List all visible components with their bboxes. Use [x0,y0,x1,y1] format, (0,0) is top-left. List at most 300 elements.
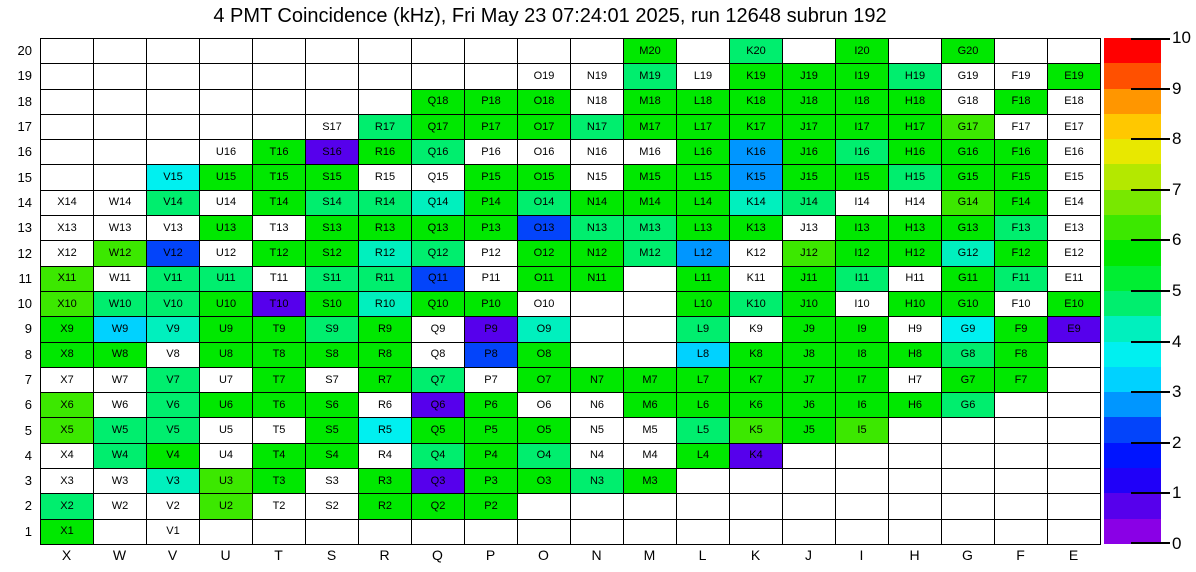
heatmap-cell-V4: V4 [147,444,200,469]
heatmap-cell-T10: T10 [253,292,306,317]
heatmap-cell-I13: I13 [836,216,889,241]
heatmap-cell-Q17: Q17 [412,115,465,140]
heatmap-cell-O10: O10 [518,292,571,317]
heatmap-cell-M14: M14 [624,191,677,216]
heatmap-cell-X8: X8 [41,343,94,368]
y-axis-tick-label: 15 [17,169,32,185]
heatmap-cell-empty [571,494,624,519]
y-axis-tick-label: 18 [17,93,32,109]
x-axis-tick-label: P [485,547,496,563]
heatmap-cell-J16: J16 [783,140,836,165]
colorbar-band [1104,367,1161,392]
heatmap-cell-F18: F18 [995,90,1048,115]
heatmap-cell-R2: R2 [359,494,412,519]
heatmap-cell-U11: U11 [200,267,253,292]
colorbar-band [1104,519,1161,544]
heatmap-cell-empty [1048,343,1101,368]
x-axis-tick-label: L [698,547,707,563]
heatmap-cell-empty [94,520,147,545]
heatmap-cell-empty [571,39,624,64]
heatmap-cell-G14: G14 [942,191,995,216]
heatmap-cell-empty [253,90,306,115]
heatmap-cell-H8: H8 [889,343,942,368]
heatmap-cell-O18: O18 [518,90,571,115]
colorbar-tick-label: 3 [1172,382,1182,402]
heatmap-cell-F16: F16 [995,140,1048,165]
heatmap-cell-empty [41,140,94,165]
heatmap-cell-I12: I12 [836,241,889,266]
heatmap-cell-W8: W8 [94,343,147,368]
heatmap-cell-U7: U7 [200,368,253,393]
heatmap-cell-T13: T13 [253,216,306,241]
heatmap-cell-P10: P10 [465,292,518,317]
heatmap-cell-L19: L19 [677,64,730,89]
heatmap-cell-empty [624,494,677,519]
heatmap-cell-empty [624,292,677,317]
heatmap-cell-Q2: Q2 [412,494,465,519]
heatmap-cell-S4: S4 [306,444,359,469]
heatmap-cell-U9: U9 [200,317,253,342]
heatmap-cell-empty [836,444,889,469]
heatmap-cell-empty [200,90,253,115]
heatmap-cell-empty [306,90,359,115]
heatmap-cell-P2: P2 [465,494,518,519]
heatmap-cell-empty [783,494,836,519]
colorbar [1104,28,1196,553]
colorbar-tick-label: 5 [1172,281,1182,300]
heatmap-cell-P15: P15 [465,165,518,190]
heatmap-cell-X11: X11 [41,267,94,292]
heatmap-cell-W2: W2 [94,494,147,519]
heatmap-cell-P13: P13 [465,216,518,241]
heatmap-cell-empty [1048,393,1101,418]
colorbar-tick [1131,290,1170,292]
heatmap-cell-V11: V11 [147,267,200,292]
heatmap-cell-empty [571,343,624,368]
colorbar-band [1104,266,1161,291]
colorbar-band [1104,468,1161,493]
heatmap-cell-E10: E10 [1048,292,1101,317]
heatmap-cell-G12: G12 [942,241,995,266]
heatmap-cell-X14: X14 [41,191,94,216]
heatmap-cell-empty [359,520,412,545]
colorbar-band [1104,392,1161,417]
heatmap-cell-H13: H13 [889,216,942,241]
heatmap-cell-empty [783,520,836,545]
heatmap-cell-X10: X10 [41,292,94,317]
heatmap-cell-P14: P14 [465,191,518,216]
heatmap-cell-S3: S3 [306,469,359,494]
heatmap-cell-G10: G10 [942,292,995,317]
heatmap-cell-K17: K17 [730,115,783,140]
colorbar-band [1104,164,1161,189]
y-axis-tick-label: 20 [17,43,32,59]
heatmap-cell-K20: K20 [730,39,783,64]
heatmap-cell-Q14: Q14 [412,191,465,216]
heatmap-cell-Q4: Q4 [412,444,465,469]
colorbar-band [1104,89,1161,114]
heatmap-cell-O17: O17 [518,115,571,140]
heatmap-cell-empty [253,64,306,89]
heatmap-cell-empty [889,520,942,545]
heatmap-cell-N7: N7 [571,368,624,393]
heatmap-cell-W10: W10 [94,292,147,317]
heatmap-cell-I14: I14 [836,191,889,216]
heatmap-cell-M7: M7 [624,368,677,393]
heatmap-cell-I8: I8 [836,343,889,368]
heatmap-cell-F19: F19 [995,64,1048,89]
heatmap-cell-empty [942,444,995,469]
heatmap-cell-empty [412,64,465,89]
heatmap-cell-empty [1048,469,1101,494]
heatmap-cell-U2: U2 [200,494,253,519]
heatmap-cell-S8: S8 [306,343,359,368]
colorbar-band [1104,38,1161,63]
heatmap-cell-K19: K19 [730,64,783,89]
heatmap-cell-E19: E19 [1048,64,1101,89]
y-axis-tick-label: 11 [18,270,32,286]
y-axis-tick-label: 12 [17,245,32,261]
heatmap-cell-R3: R3 [359,469,412,494]
heatmap-cell-empty [412,520,465,545]
heatmap-cell-N6: N6 [571,393,624,418]
heatmap-cell-R12: R12 [359,241,412,266]
y-axis-tick-label: 9 [24,321,32,337]
heatmap-cell-K9: K9 [730,317,783,342]
heatmap-cell-N4: N4 [571,444,624,469]
colorbar-tick [1131,189,1170,191]
heatmap-cell-S6: S6 [306,393,359,418]
heatmap-cell-O9: O9 [518,317,571,342]
heatmap-cell-R10: R10 [359,292,412,317]
heatmap-cell-empty [200,39,253,64]
heatmap-cell-F12: F12 [995,241,1048,266]
heatmap-cell-empty [889,469,942,494]
heatmap-cell-I6: I6 [836,393,889,418]
heatmap-cell-empty [624,343,677,368]
heatmap-cell-W7: W7 [94,368,147,393]
heatmap-cell-L9: L9 [677,317,730,342]
heatmap-cell-empty [359,64,412,89]
y-axis-tick-label: 16 [17,144,32,160]
heatmap-cell-L10: L10 [677,292,730,317]
heatmap-cell-empty [200,520,253,545]
heatmap-cell-empty [306,64,359,89]
heatmap-cell-J8: J8 [783,343,836,368]
y-axis-tick-label: 6 [24,397,32,413]
heatmap-cell-T3: T3 [253,469,306,494]
heatmap-grid [40,38,1101,545]
heatmap-cell-E15: E15 [1048,165,1101,190]
x-axis-tick-label: X [61,547,72,563]
heatmap-cell-S14: S14 [306,191,359,216]
heatmap-cell-T12: T12 [253,241,306,266]
colorbar-band [1104,316,1161,341]
heatmap-cell-J19: J19 [783,64,836,89]
heatmap-cell-S10: S10 [306,292,359,317]
heatmap-cell-M17: M17 [624,115,677,140]
heatmap-cell-V12: V12 [147,241,200,266]
heatmap-cell-T2: T2 [253,494,306,519]
heatmap-cell-F13: F13 [995,216,1048,241]
heatmap-cell-empty [1048,418,1101,443]
heatmap-cell-K16: K16 [730,140,783,165]
x-axis-tick-label: N [591,547,602,563]
x-axis-tick-label: E [1068,547,1079,563]
heatmap-cell-K18: K18 [730,90,783,115]
heatmap-cell-J9: J9 [783,317,836,342]
heatmap-cell-T9: T9 [253,317,306,342]
heatmap-cell-T11: T11 [253,267,306,292]
heatmap-cell-P4: P4 [465,444,518,469]
heatmap-cell-E12: E12 [1048,241,1101,266]
heatmap-cell-Q9: Q9 [412,317,465,342]
heatmap-cell-O6: O6 [518,393,571,418]
heatmap-cell-J18: J18 [783,90,836,115]
heatmap-cell-T16: T16 [253,140,306,165]
x-axis-labels [40,546,1100,564]
heatmap-cell-empty [942,418,995,443]
heatmap-cell-empty [783,444,836,469]
x-axis-tick-label: H [909,547,920,563]
heatmap-cell-M18: M18 [624,90,677,115]
x-axis-tick-label: K [750,547,761,563]
heatmap-cell-G16: G16 [942,140,995,165]
heatmap-cell-empty [889,444,942,469]
heatmap-cell-N13: N13 [571,216,624,241]
heatmap-cell-Q16: Q16 [412,140,465,165]
heatmap-cell-S5: S5 [306,418,359,443]
y-axis-tick-label: 1 [24,523,32,539]
heatmap-cell-empty [624,267,677,292]
heatmap-cell-K8: K8 [730,343,783,368]
colorbar-tick [1131,88,1170,90]
heatmap-cell-N14: N14 [571,191,624,216]
heatmap-cell-S9: S9 [306,317,359,342]
heatmap-cell-empty [253,115,306,140]
heatmap-cell-W9: W9 [94,317,147,342]
heatmap-cell-N19: N19 [571,64,624,89]
colorbar-band [1104,139,1161,164]
heatmap-cell-empty [147,39,200,64]
heatmap-cell-P18: P18 [465,90,518,115]
heatmap-cell-empty [518,39,571,64]
heatmap-cell-R7: R7 [359,368,412,393]
heatmap-cell-H19: H19 [889,64,942,89]
heatmap-cell-empty [41,90,94,115]
heatmap-cell-empty [412,39,465,64]
heatmap-cell-W11: W11 [94,267,147,292]
heatmap-cell-R5: R5 [359,418,412,443]
heatmap-cell-K5: K5 [730,418,783,443]
heatmap-cell-Q8: Q8 [412,343,465,368]
heatmap-cell-F7: F7 [995,368,1048,393]
heatmap-cell-P16: P16 [465,140,518,165]
colorbar-band [1104,114,1161,139]
heatmap-cell-O12: O12 [518,241,571,266]
heatmap-cell-L16: L16 [677,140,730,165]
heatmap-cell-W13: W13 [94,216,147,241]
heatmap-cell-empty [677,520,730,545]
heatmap-cell-M20: M20 [624,39,677,64]
heatmap-cell-N11: N11 [571,267,624,292]
heatmap-cell-H16: H16 [889,140,942,165]
heatmap-cell-I15: I15 [836,165,889,190]
heatmap-cell-J12: J12 [783,241,836,266]
heatmap-cell-R6: R6 [359,393,412,418]
heatmap-cell-T7: T7 [253,368,306,393]
colorbar-band [1104,215,1161,240]
heatmap-cell-M6: M6 [624,393,677,418]
heatmap-cell-Q5: Q5 [412,418,465,443]
y-axis-tick-label: 8 [24,346,32,362]
heatmap-cell-empty [94,90,147,115]
colorbar-tick-label: 7 [1172,179,1182,199]
heatmap-cell-R13: R13 [359,216,412,241]
heatmap-cell-U10: U10 [200,292,253,317]
heatmap-cell-L6: L6 [677,393,730,418]
heatmap-cell-I11: I11 [836,267,889,292]
heatmap-cell-K13: K13 [730,216,783,241]
heatmap-cell-H11: H11 [889,267,942,292]
heatmap-cell-H12: H12 [889,241,942,266]
x-axis-tick-label: Q [432,547,443,563]
heatmap-cell-M19: M19 [624,64,677,89]
heatmap-cell-empty [1048,520,1101,545]
heatmap-cell-L8: L8 [677,343,730,368]
heatmap-cell-P12: P12 [465,241,518,266]
heatmap-cell-T6: T6 [253,393,306,418]
heatmap-cell-L14: L14 [677,191,730,216]
heatmap-cell-empty [730,469,783,494]
y-axis-tick-label: 17 [17,119,32,135]
heatmap-cell-L4: L4 [677,444,730,469]
x-axis-tick-label: T [274,547,283,563]
heatmap-cell-L5: L5 [677,418,730,443]
colorbar-tick [1131,492,1170,494]
heatmap-cell-W14: W14 [94,191,147,216]
heatmap-cell-H14: H14 [889,191,942,216]
chart-title: 4 PMT Coincidence (kHz), Fri May 23 07:24:01 2025, run 12648 subrun 192 [213,5,887,27]
heatmap-cell-J7: J7 [783,368,836,393]
heatmap-cell-K10: K10 [730,292,783,317]
heatmap-cell-O4: O4 [518,444,571,469]
heatmap-cell-J10: J10 [783,292,836,317]
heatmap-cell-S12: S12 [306,241,359,266]
heatmap-cell-empty [889,418,942,443]
heatmap-cell-K6: K6 [730,393,783,418]
heatmap-cell-U13: U13 [200,216,253,241]
heatmap-cell-empty [518,520,571,545]
heatmap-cell-O15: O15 [518,165,571,190]
x-axis-tick-label: I [859,547,864,563]
heatmap-cell-J15: J15 [783,165,836,190]
x-axis-tick-label: W [112,547,127,563]
heatmap-cell-X9: X9 [41,317,94,342]
heatmap-cell-empty [942,469,995,494]
heatmap-cell-N3: N3 [571,469,624,494]
heatmap-cell-F11: F11 [995,267,1048,292]
colorbar-tick-label: 4 [1172,331,1182,351]
heatmap-cell-R15: R15 [359,165,412,190]
heatmap-cell-E9: E9 [1048,317,1101,342]
heatmap-cell-empty [1048,39,1101,64]
heatmap-cell-empty [1048,444,1101,469]
heatmap-cell-X12: X12 [41,241,94,266]
heatmap-cell-S7: S7 [306,368,359,393]
heatmap-cell-empty [995,520,1048,545]
heatmap-cell-empty [253,39,306,64]
heatmap-cell-empty [571,520,624,545]
heatmap-cell-W12: W12 [94,241,147,266]
heatmap-cell-E18: E18 [1048,90,1101,115]
heatmap-cell-U3: U3 [200,469,253,494]
heatmap-cell-N12: N12 [571,241,624,266]
heatmap-cell-K15: K15 [730,165,783,190]
heatmap-cell-I9: I9 [836,317,889,342]
heatmap-cell-empty [783,469,836,494]
heatmap-cell-empty [253,520,306,545]
heatmap-cell-empty [94,140,147,165]
heatmap-cell-O7: O7 [518,368,571,393]
x-axis-tick-label: M [643,547,656,563]
heatmap-cell-M4: M4 [624,444,677,469]
colorbar-tick [1131,391,1170,393]
heatmap-cell-N15: N15 [571,165,624,190]
colorbar-band [1104,417,1161,442]
heatmap-cell-W3: W3 [94,469,147,494]
colorbar-tick-label: 8 [1172,129,1182,149]
heatmap-cell-J14: J14 [783,191,836,216]
heatmap-cell-E17: E17 [1048,115,1101,140]
y-axis-tick-label: 3 [24,473,32,489]
y-axis-tick-label: 13 [17,220,32,236]
colorbar-band [1104,291,1161,316]
heatmap-cell-H7: H7 [889,368,942,393]
heatmap-cell-S2: S2 [306,494,359,519]
heatmap-cell-T5: T5 [253,418,306,443]
heatmap-cell-G17: G17 [942,115,995,140]
heatmap-cell-P17: P17 [465,115,518,140]
heatmap-cell-X1: X1 [41,520,94,545]
heatmap-cell-V6: V6 [147,393,200,418]
heatmap-cell-U16: U16 [200,140,253,165]
heatmap-cell-L17: L17 [677,115,730,140]
heatmap-cell-N18: N18 [571,90,624,115]
heatmap-cell-X2: X2 [41,494,94,519]
colorbar-tick [1131,138,1170,140]
heatmap-cell-empty [995,494,1048,519]
heatmap-cell-empty [571,292,624,317]
heatmap-cell-empty [995,39,1048,64]
y-axis-tick-label: 10 [17,296,32,312]
x-axis-tick-label: F [1016,547,1025,563]
heatmap-cell-S13: S13 [306,216,359,241]
heatmap-cell-V14: V14 [147,191,200,216]
heatmap-cell-G18: G18 [942,90,995,115]
heatmap-cell-S16: S16 [306,140,359,165]
heatmap-cell-empty [889,494,942,519]
y-axis-tick-label: 2 [24,498,32,514]
x-axis-tick-label: U [220,547,231,563]
heatmap-cell-O3: O3 [518,469,571,494]
heatmap-cell-L7: L7 [677,368,730,393]
heatmap-cell-G6: G6 [942,393,995,418]
heatmap-cell-G13: G13 [942,216,995,241]
x-axis-tick-label: R [379,547,390,563]
heatmap-cell-U12: U12 [200,241,253,266]
y-axis-tick-label: 19 [17,68,32,84]
